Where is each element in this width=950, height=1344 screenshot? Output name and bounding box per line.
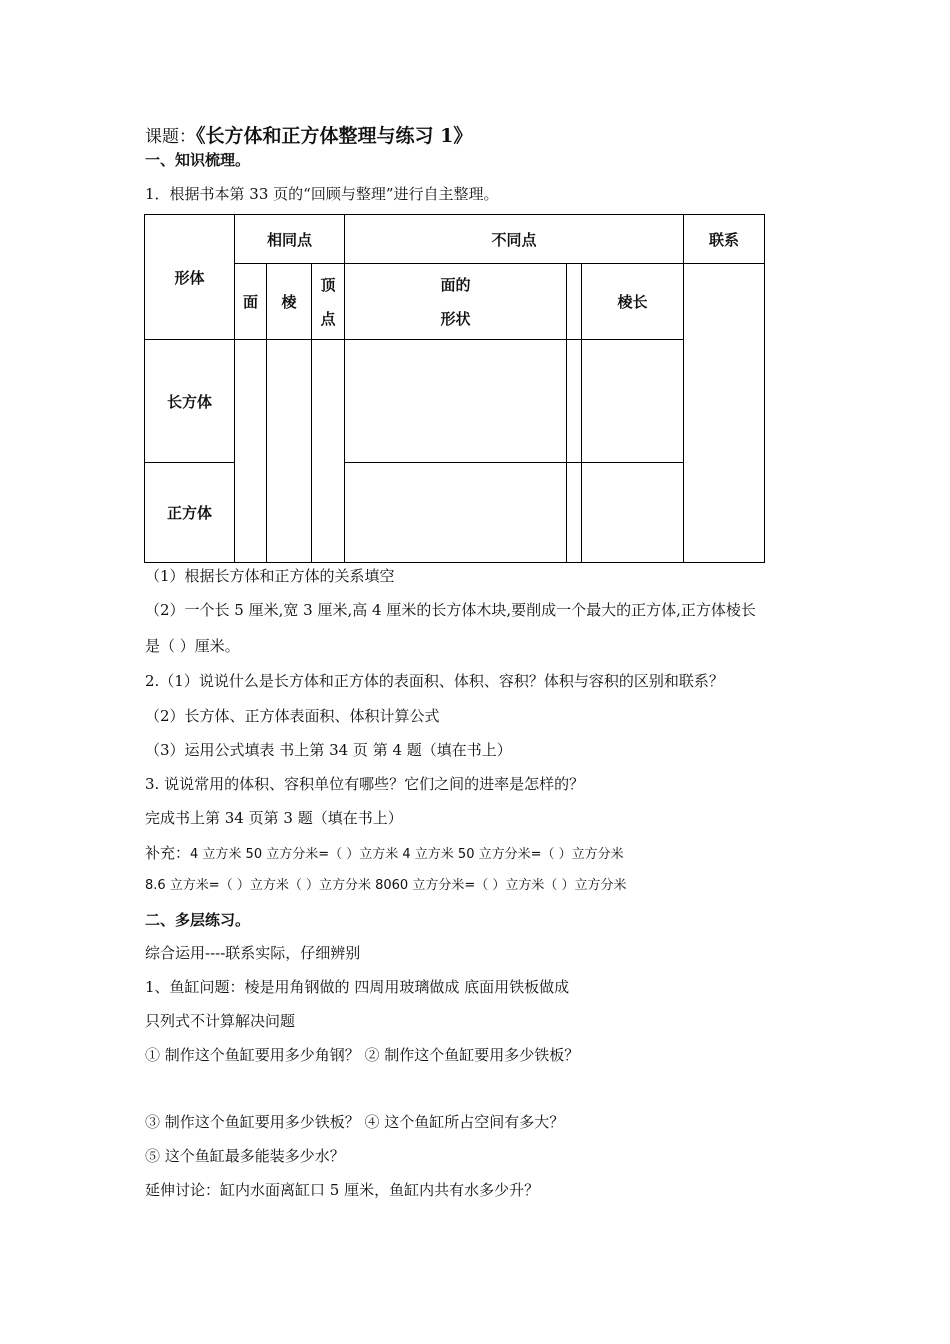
comparison-table (144, 214, 765, 563)
item-1-text: 1．根据书本第 33 页的“回顾与整理”进行自主整理。 (145, 185, 499, 203)
header-shape: 形体 (145, 215, 235, 340)
relation-cell[interactable] (684, 264, 765, 563)
vertex-line-2: 点 (320, 309, 336, 328)
header-relation: 联系 (684, 215, 765, 264)
face-shape-line-2: 形状 (440, 309, 471, 328)
fish-tank-instruction: 只列式不计算解决问题 (145, 1012, 296, 1030)
vertex-line-1: 顶 (320, 275, 336, 294)
q2-3: （3）运用公式填表 书上第 34 页 第 4 题（填在书上） (145, 741, 512, 759)
cell-cuboid-edge-length[interactable] (582, 340, 684, 463)
fish-question-5: ⑤ 这个鱼缸最多能装多少水？ (145, 1147, 345, 1165)
supplement-label: 补充： (145, 844, 191, 862)
q1-2-line-b: 是（ ）厘米。 (145, 637, 240, 655)
supplement-2: 8.6 立方米=（ ）立方米（ ）立方分米 8060 立方分米=（ ）立方米（ ）立方分米 (145, 878, 627, 893)
fish-tank-intro: 1、鱼缸问题：棱是用角钢做的 四周用玻璃做成 底面用铁板做成 (145, 978, 570, 996)
cell-cuboid-blank (567, 340, 582, 463)
section-1-heading: 一、知识梳理。 (145, 151, 251, 169)
header-edge-length: 棱长 (582, 264, 684, 340)
row-cube: 正方体 (145, 463, 235, 563)
q3: 3. 说说常用的体积、容积单位有哪些？它们之间的进率是怎样的？ (145, 775, 585, 793)
header-same: 相同点 (235, 215, 345, 264)
header-diff: 不同点 (345, 215, 684, 264)
cell-edge[interactable] (267, 340, 312, 563)
cell-cube-blank (567, 463, 582, 563)
cell-cuboid-face-shape[interactable] (345, 340, 567, 463)
section-2-heading: 二、多层练习。 (145, 911, 251, 929)
cell-cube-face-shape[interactable] (345, 463, 567, 563)
comprehensive: 综合运用----联系实际，仔细辨别 (145, 944, 361, 962)
supplement-1: 4 立方米 50 立方分米=（ ）立方米 4 立方米 50 立方分米=（ ）立方分米 (190, 847, 624, 862)
cell-face[interactable] (235, 340, 267, 563)
header-vertex (312, 264, 345, 340)
header-face: 面 (235, 264, 267, 340)
cell-vertex[interactable] (312, 340, 345, 563)
extension-discussion: 延伸讨论：缸内水面离缸口 5 厘米，鱼缸内共有水多少升？ (145, 1181, 540, 1199)
q2-2: （2）长方体、正方体表面积、体积计算公式 (145, 707, 440, 725)
q1-2-line-a: （2）一个长 5 厘米,宽 3 厘米,高 4 厘米的长方体木块,要削成一个最大的正方体,正方体棱长 (145, 601, 756, 619)
q3-book: 完成书上第 34 页第 3 题（填在书上） (145, 809, 403, 827)
q1-1: （1）根据长方体和正方体的关系填空 (145, 567, 395, 585)
header-face-shape (345, 264, 567, 340)
fish-questions-1-2: ① 制作这个鱼缸要用多少角钢？ ② 制作这个鱼缸要用多少铁板？ (145, 1046, 580, 1064)
q2-1: 2.（1）说说什么是长方体和正方体的表面积、体积、容积？体积与容积的区别和联系？ (145, 672, 724, 690)
cell-cube-edge-length[interactable] (582, 463, 684, 563)
face-shape-line-1: 面的 (440, 275, 471, 294)
fish-questions-3-4: ③ 制作这个鱼缸要用多少铁板？ ④ 这个鱼缸所占空间有多大？ (145, 1113, 565, 1131)
header-edge: 棱 (267, 264, 312, 340)
row-cuboid: 长方体 (145, 340, 235, 463)
supplement-line-1 (145, 843, 624, 865)
title-main: 《长方体和正方体整理与练习 1》 (196, 125, 473, 147)
title-prefix: 课题： (145, 127, 196, 147)
lesson-title (145, 124, 472, 149)
empty-header-cell (567, 264, 582, 340)
